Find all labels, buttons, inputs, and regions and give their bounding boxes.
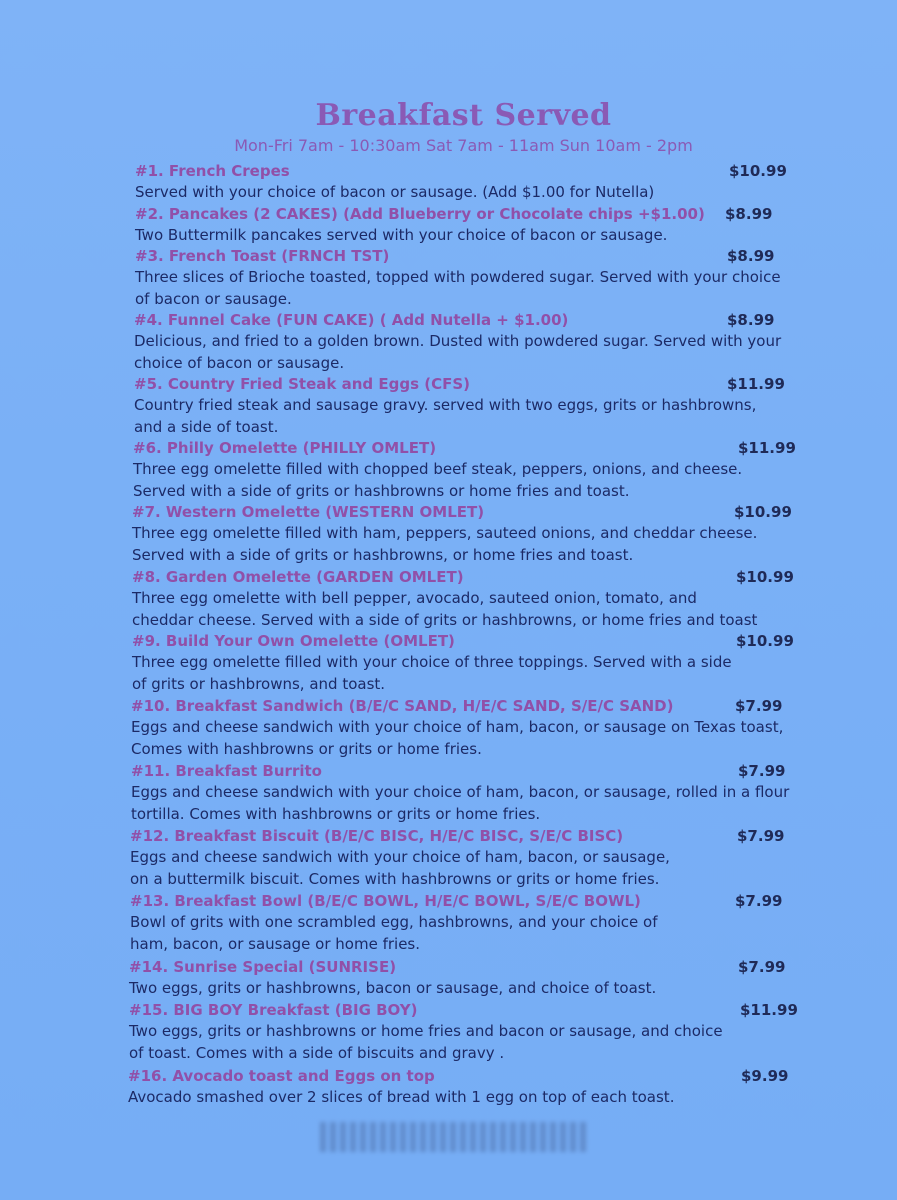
- menu-item-price: $9.99: [741, 1067, 789, 1085]
- menu-item-description: Two eggs, grits or hashbrowns or home fries and bacon or sausage, and choice: [129, 1022, 723, 1040]
- menu-item-description: Served with a side of grits or hashbrowns or home fries and toast.: [133, 481, 630, 500]
- menu-item-name: #16. Avocado toast and Eggs on top: [128, 1067, 435, 1085]
- menu-item-name: #11. Breakfast Burrito: [131, 762, 322, 780]
- menu-item-description: Country fried steak and sausage gravy. served with two eggs, grits or hashbrowns,: [134, 396, 757, 414]
- menu-item-description: Two eggs, grits or hashbrowns, bacon or sausage, and choice of toast.: [129, 979, 657, 997]
- menu-item-description: Delicious, and fried to a golden brown. Dusted with powdered sugar. Served with your: [134, 332, 782, 350]
- menu-item-price: $11.99: [738, 439, 796, 457]
- menu-item-price: $8.99: [727, 311, 775, 329]
- menu-item: [129, 1000, 798, 1064]
- menu-item-description: of grits or hashbrowns, and toast.: [132, 674, 386, 693]
- menu-item-name: #7. Western Omelette (WESTERN OMLET): [132, 503, 485, 521]
- menu-item: [135, 161, 787, 204]
- menu-item: [130, 826, 785, 890]
- menu-item-price: $11.99: [740, 1001, 798, 1019]
- menu-item: [135, 246, 781, 310]
- menu-item-description: Eggs and cheese sandwich with your choice of ham, bacon, or sausage,: [130, 848, 670, 866]
- menu-item-price: $10.99: [736, 568, 794, 586]
- menu-item-description: and a side of toast.: [134, 417, 279, 436]
- menu-item-description: choice of bacon or sausage.: [134, 353, 345, 372]
- menu-item-price: $7.99: [738, 958, 786, 976]
- menu-item-price: $7.99: [735, 697, 783, 715]
- menu-item-description: Three egg omelette filled with chopped beef steak, peppers, onions, and cheese.: [133, 460, 743, 478]
- menu-item-description: Served with your choice of bacon or sausage. (Add $1.00 for Nutella): [135, 183, 655, 201]
- menu-item-price: $10.99: [734, 503, 792, 521]
- menu-item-description: Served with a side of grits or hashbrowns, or home fries and toast.: [132, 545, 634, 564]
- menu-item-description: Avocado smashed over 2 slices of bread with 1 egg on top of each toast.: [128, 1088, 675, 1106]
- menu-item: [131, 696, 783, 760]
- menu-item: [132, 567, 794, 631]
- menu-item-description: ham, bacon, or sausage or home fries.: [130, 934, 421, 953]
- menu-item-description: Three egg omelette filled with your choice of three toppings. Served with a side: [132, 653, 732, 671]
- menu-item-price: $7.99: [737, 827, 785, 845]
- menu-item: [132, 631, 794, 695]
- menu-item-name: #5. Country Fried Steak and Eggs (CFS): [134, 375, 470, 393]
- menu-item-description: Eggs and cheese sandwich with your choice of ham, bacon, or sausage on Texas toast,: [131, 718, 784, 736]
- menu-item-description: Three egg omelette filled with ham, peppers, sauteed onions, and cheddar cheese.: [132, 524, 758, 542]
- menu-item: [131, 761, 789, 825]
- menu-item-description: of toast. Comes with a side of biscuits and gravy .: [129, 1043, 505, 1062]
- menu-item-description: Three slices of Brioche toasted, topped with powdered sugar. Served with your choice: [135, 268, 781, 286]
- menu-item: [135, 204, 773, 247]
- menu-item: [130, 891, 783, 955]
- menu-item-price: $7.99: [735, 892, 783, 910]
- menu-item-description: Three egg omelette with bell pepper, avocado, sauteed onion, tomato, and: [132, 589, 697, 607]
- menu-item-price: $8.99: [727, 247, 775, 265]
- menu-item-name: #3. French Toast (FRNCH TST): [135, 247, 390, 265]
- menu-hours: Mon-Fri 7am - 10:30am Sat 7am - 11am Sun 10am - 2pm: [234, 136, 693, 155]
- bleed-through-text-shadow: [320, 1122, 590, 1152]
- menu-item-price: $11.99: [727, 375, 785, 393]
- menu-item-description: of bacon or sausage.: [135, 289, 292, 308]
- menu-item-name: #12. Breakfast Biscuit (B/E/C BISC, H/E/C BISC, S/E/C BISC): [130, 827, 624, 845]
- menu-item-description: Two Buttermilk pancakes served with your choice of bacon or sausage.: [135, 226, 668, 244]
- menu-item-name: #6. Philly Omelette (PHILLY OMLET): [133, 439, 437, 457]
- menu-item-description: Bowl of grits with one scrambled egg, hashbrowns, and your choice of: [130, 913, 658, 931]
- menu-item: [134, 310, 781, 374]
- menu-item-name: #2. Pancakes (2 CAKES) (Add Blueberry or Chocolate chips +$1.00): [135, 205, 705, 223]
- menu-item-name: #15. BIG BOY Breakfast (BIG BOY): [129, 1001, 418, 1019]
- menu-item-name: #14. Sunrise Special (SUNRISE): [129, 958, 397, 976]
- menu-title: Breakfast Served: [315, 98, 612, 133]
- menu-item-name: #8. Garden Omelette (GARDEN OMLET): [132, 568, 464, 586]
- menu-item: [128, 1066, 789, 1109]
- menu-item-price: $7.99: [738, 762, 786, 780]
- menu-item-name: #13. Breakfast Bowl (B/E/C BOWL, H/E/C BOWL, S/E/C BOWL): [130, 892, 641, 910]
- menu-item-description: cheddar cheese. Served with a side of grits or hashbrowns, or home fries and toast: [132, 610, 758, 629]
- menu-item: [133, 438, 796, 502]
- menu-item: [132, 502, 792, 566]
- menu-item-name: #1. French Crepes: [135, 162, 290, 180]
- menu-item-price: $8.99: [725, 205, 773, 223]
- menu-item-name: #4. Funnel Cake (FUN CAKE) ( Add Nutella + $1.00): [134, 311, 569, 329]
- menu-item: [134, 374, 785, 438]
- menu-item-description: tortilla. Comes with hashbrowns or grits or home fries.: [131, 804, 541, 823]
- menu-item-name: #10. Breakfast Sandwich (B/E/C SAND, H/E/C SAND, S/E/C SAND): [131, 697, 674, 715]
- menu-item-description: Comes with hashbrowns or grits or home fries.: [131, 739, 482, 758]
- menu-item: [129, 957, 786, 1000]
- menu-item-description: Eggs and cheese sandwich with your choice of ham, bacon, or sausage, rolled in a flour: [131, 783, 790, 801]
- menu-item-price: $10.99: [729, 162, 787, 180]
- menu-item-price: $10.99: [736, 632, 794, 650]
- menu-item-description: on a buttermilk biscuit. Comes with hashbrowns or grits or home fries.: [130, 869, 660, 888]
- menu-item-name: #9. Build Your Own Omelette (OMLET): [132, 632, 455, 650]
